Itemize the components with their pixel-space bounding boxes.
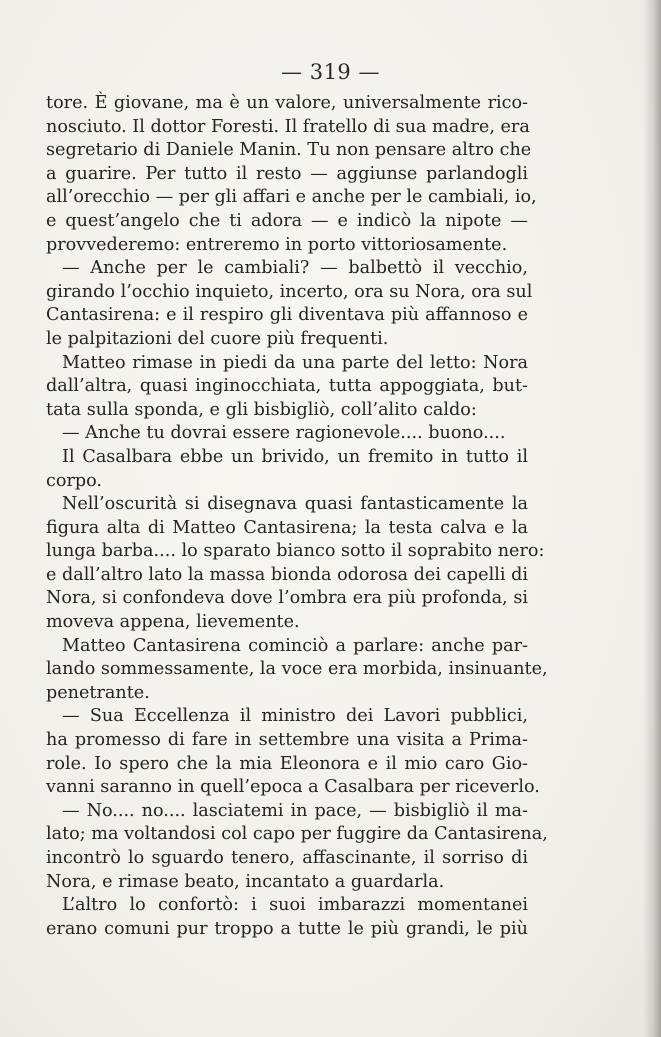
text-line: corpo. [46, 470, 102, 491]
text-line: penetrante. [46, 682, 150, 703]
text-line: Nora, si confondeva dove l’ombra era più profonda, si [46, 588, 528, 609]
text-line: e dall’altro lato la massa bionda odorosa dei capelli di [46, 564, 528, 585]
text-line: figura alta di Matteo Cantasirena; la testa calva e la [46, 517, 528, 538]
text-line: all’orecchio — per gli affari e anche per le cambiali, io, [46, 187, 537, 208]
text-line: tore. È giovane, ma è un valore, universalmente rico- [46, 93, 528, 113]
text-line: dall’altra, quasi inginocchiata, tutta appoggiata, but- [46, 376, 528, 397]
text-line: segretario di Daniele Manin. Tu non pensare altro che [46, 140, 532, 161]
text-line: Nell’oscurità si disegnava quasi fantasticamente la [62, 494, 528, 515]
page-number-header: — 319 — [281, 60, 380, 84]
text-line: Cantasirena: e il respiro gli diventava più affannoso e [46, 305, 528, 326]
page-edge-shadow [643, 0, 661, 1037]
text-line: ha promesso di fare in settembre una visita a Prima- [46, 730, 528, 751]
text-line: — Sua Eccellenza il ministro dei Lavori pubblici, [62, 706, 528, 727]
text-line: vanni saranno in quell’epoca a Casalbara per riceverlo. [46, 777, 540, 798]
text-line: lato; ma voltandosi col capo per fuggire da Cantasirena, [46, 824, 548, 845]
text-line: erano comuni pur troppo a tutte le più grandi, le più [46, 918, 528, 939]
text-line: L’altro lo confortò: i suoi imbarazzi momentanei [62, 895, 528, 916]
text-line: — No.... no.... lasciatemi in pace, — bisbigliò il ma- [62, 800, 528, 821]
text-line: — Anche tu dovrai essere ragionevole.... buono.... [62, 423, 506, 444]
text-line: role. Io spero che la mia Eleonora e il mio caro Gio- [46, 753, 528, 774]
text-line: moveva appena, lievemente. [46, 612, 300, 633]
text-line: Il Casalbara ebbe un brivido, un fremito in tutto il [62, 446, 528, 467]
text-line: incontrò lo sguardo tenero, affascinante, il sorriso di [46, 848, 528, 868]
text-line: provvederemo: entreremo in porto vittoriosamente. [46, 234, 508, 255]
text-line: girando l’occhio inquieto, incerto, ora su Nora, ora sul [46, 281, 533, 302]
text-line: a guarire. Per tutto il resto — aggiunse parlandogli [46, 163, 528, 184]
text-line: lando sommessamente, la voce era morbida, insinuante, [46, 659, 548, 680]
text-line: — Anche per le cambiali? — balbettò il vecchio, [62, 258, 528, 279]
text-line: tata sulla sponda, e gli bisbigliò, coll’alito caldo: [46, 399, 477, 420]
text-line: e quest’angelo che ti adora — e indicò la nipote — [46, 210, 528, 231]
text-line: Matteo Cantasirena cominciò a parlare: anche par- [62, 635, 528, 656]
text-line: Matteo rimase in piedi da una parte del letto: Nora [62, 352, 528, 373]
text-line: le palpitazioni del cuore più frequenti. [46, 328, 389, 349]
body-text [46, 92, 548, 941]
text-line: lunga barba.... lo sparato bianco sotto il soprabito nero: [46, 541, 545, 562]
text-line: Nora, e rimase beato, incantato a guardarla. [46, 871, 445, 892]
text-line: nosciuto. Il dottor Foresti. Il fratello di sua madre, era [46, 116, 530, 137]
